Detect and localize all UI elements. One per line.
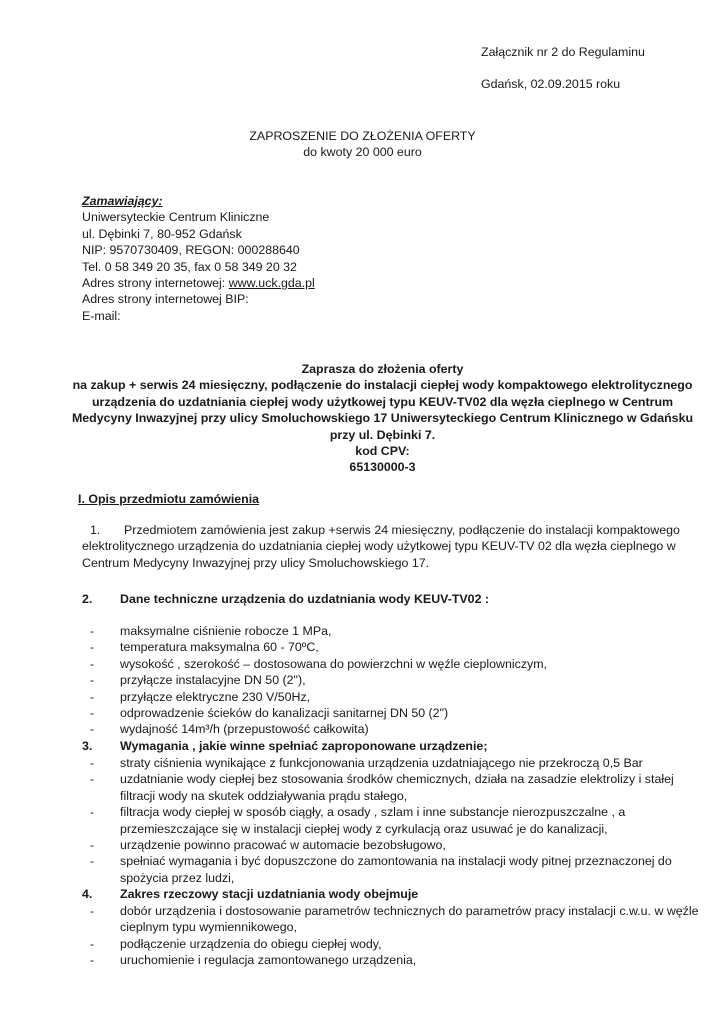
paragraph-1 [82, 522, 722, 571]
paragraph-3-heading [82, 738, 487, 754]
list-item: - spełniać wymagania i być dopuszczone do zamontowania na instalacji wody pitnej przeznaczonej do spożycia przez ludzi, [90, 853, 710, 886]
paragraph-2-title: Dane techniczne urządzenia do uzdatniania wody KEUV-TV02 : [120, 592, 490, 606]
paragraph-3-number: 3. [82, 739, 93, 753]
list-item: - wydajność 14m³/h (przepustowość całkowita) [90, 721, 547, 737]
technical-data-list [90, 623, 547, 738]
website-label: Adres strony internetowej: [82, 276, 229, 291]
buyer-phone: Tel. 0 58 349 20 35, fax 0 58 349 20 32 [82, 259, 297, 274]
list-item: - straty ciśnienia wynikające z funkcjonowania urządzenia uzdatniającego nie przekroczą 0,5 Bar [90, 755, 710, 771]
list-item: - filtracja wody ciepłej w sposób ciągły, a osady , szlam i inne substancje nierozpuszczalne , a przemieszczające się w instalacji ciepłej wody z cyrkulacją oraz usuwać je do kanalizacji, [90, 804, 710, 837]
paragraph-1-number: 1. [90, 523, 101, 537]
paragraph-1-text: Przedmiotem zamówienia jest zakup +serwis 24 miesięczny, podłączenie do instalacji kompaktowego elektrolitycznego urządzenia do uzdatniania ciepłej wody użytkowej typu KEUV-TV 02 dla węzła cieplnego w Centrum Medycyny Inwazyjnej przy ulicy Smoluchowskiego 17. [82, 523, 680, 570]
attachment-note: Załącznik nr 2 do Regulaminu [481, 45, 645, 59]
list-item: - odprowadzenie ścieków do kanalizacji sanitarnej DN 50 (2") [90, 705, 547, 721]
invitation-line-1: Zaprasza do złożenia oferty [301, 362, 464, 376]
paragraph-4-title: Zakres rzeczowy stacji uzdatniania wody obejmuje [120, 887, 419, 901]
website-link[interactable]: www.uck.gda.pl [228, 276, 315, 291]
list-item: - dobór urządzenia i dostosowanie parametrów technicznych do parametrów pracy instalacji c.w.u. w węźle cieplnym typu wymiennikowego, [90, 903, 710, 936]
list-item: - przyłącze instalacyjne DN 50 (2"), [90, 672, 547, 688]
paragraph-2-number: 2. [82, 592, 93, 606]
list-item: - przyłącze elektryczne 230 V/50Hz, [90, 689, 547, 705]
invitation-line-2: na zakup + serwis 24 miesięczny, podłączenie do instalacji ciepłej wody kompaktowego elektrolitycznego [72, 378, 693, 393]
invitation-block [0, 361, 725, 476]
invitation-line-6: kod CPV: [355, 444, 410, 459]
list-item: - wysokość , szerokość – dostosowana do powierzchni w węźle cieplowniczym, [90, 656, 547, 672]
scope-list [90, 903, 710, 969]
invitation-line-5: przy ul. Dębinki 7. [329, 427, 436, 442]
list-item: - urządzenie powinno pracować w automacie bezobsługowo, [90, 837, 710, 853]
list-item: - temperatura maksymalna 60 - 70ºC, [90, 639, 547, 655]
requirements-list [90, 755, 710, 886]
invitation-line-4: Medycyny Inwazyjnej przy ulicy Smoluchowskiego 17 Uniwersyteckiego Centrum Klinicznego w Gdańsku [71, 411, 694, 426]
title-line-1: ZAPROSZENIE DO ZŁOŻENIA OFERTY [249, 129, 476, 143]
buyer-ids: NIP: 9570730409, REGON: 000288640 [82, 243, 300, 258]
place-date: Gdańsk, 02.09.2015 roku [481, 77, 621, 91]
email-label: E-mail: [82, 308, 121, 323]
list-item: - maksymalne ciśnienie robocze 1 MPa, [90, 623, 547, 639]
buyer-website-row [82, 275, 315, 291]
bip-label: Adres strony internetowej BIP: [82, 292, 249, 307]
paragraph-3-title: Wymagania , jakie winne spełniać zaproponowane urządzenie; [120, 739, 488, 753]
paragraph-4-heading [82, 886, 418, 902]
list-item: - uruchomienie i regulacja zamontowanego urządzenia, [90, 952, 710, 968]
list-item: - podłączenie urządzenia do obiegu ciepłej wody, [90, 936, 710, 952]
buyer-label: Zamawiający: [82, 194, 163, 208]
buyer-name: Uniwersyteckie Centrum Kliniczne [82, 210, 270, 225]
invitation-line-3: urządzenia do uzdatniania ciepłej wody użytkowej typu KEUV-TV02 dla węzła cieplnego w Centrum [91, 394, 674, 409]
title-line-2: do kwoty 20 000 euro [303, 145, 422, 160]
paragraph-2-heading [82, 591, 489, 607]
section-title [78, 491, 259, 507]
buyer-block [82, 193, 315, 324]
buyer-address: ul. Dębinki 7, 80-952 Gdańsk [82, 226, 242, 241]
paragraph-4-number: 4. [82, 887, 93, 901]
invitation-line-7: 65130000-3 [349, 460, 416, 475]
list-item: - uzdatnianie wody ciepłej bez stosowania środków chemicznych, działa na zasadzie elektrolizy i stałej filtracji wody na skutek oddziaływania prądu stałego, [90, 771, 710, 804]
document-title [0, 128, 725, 161]
section-title-text: I. Opis przedmiotu zamówienia [78, 492, 260, 506]
header-block [481, 44, 645, 108]
